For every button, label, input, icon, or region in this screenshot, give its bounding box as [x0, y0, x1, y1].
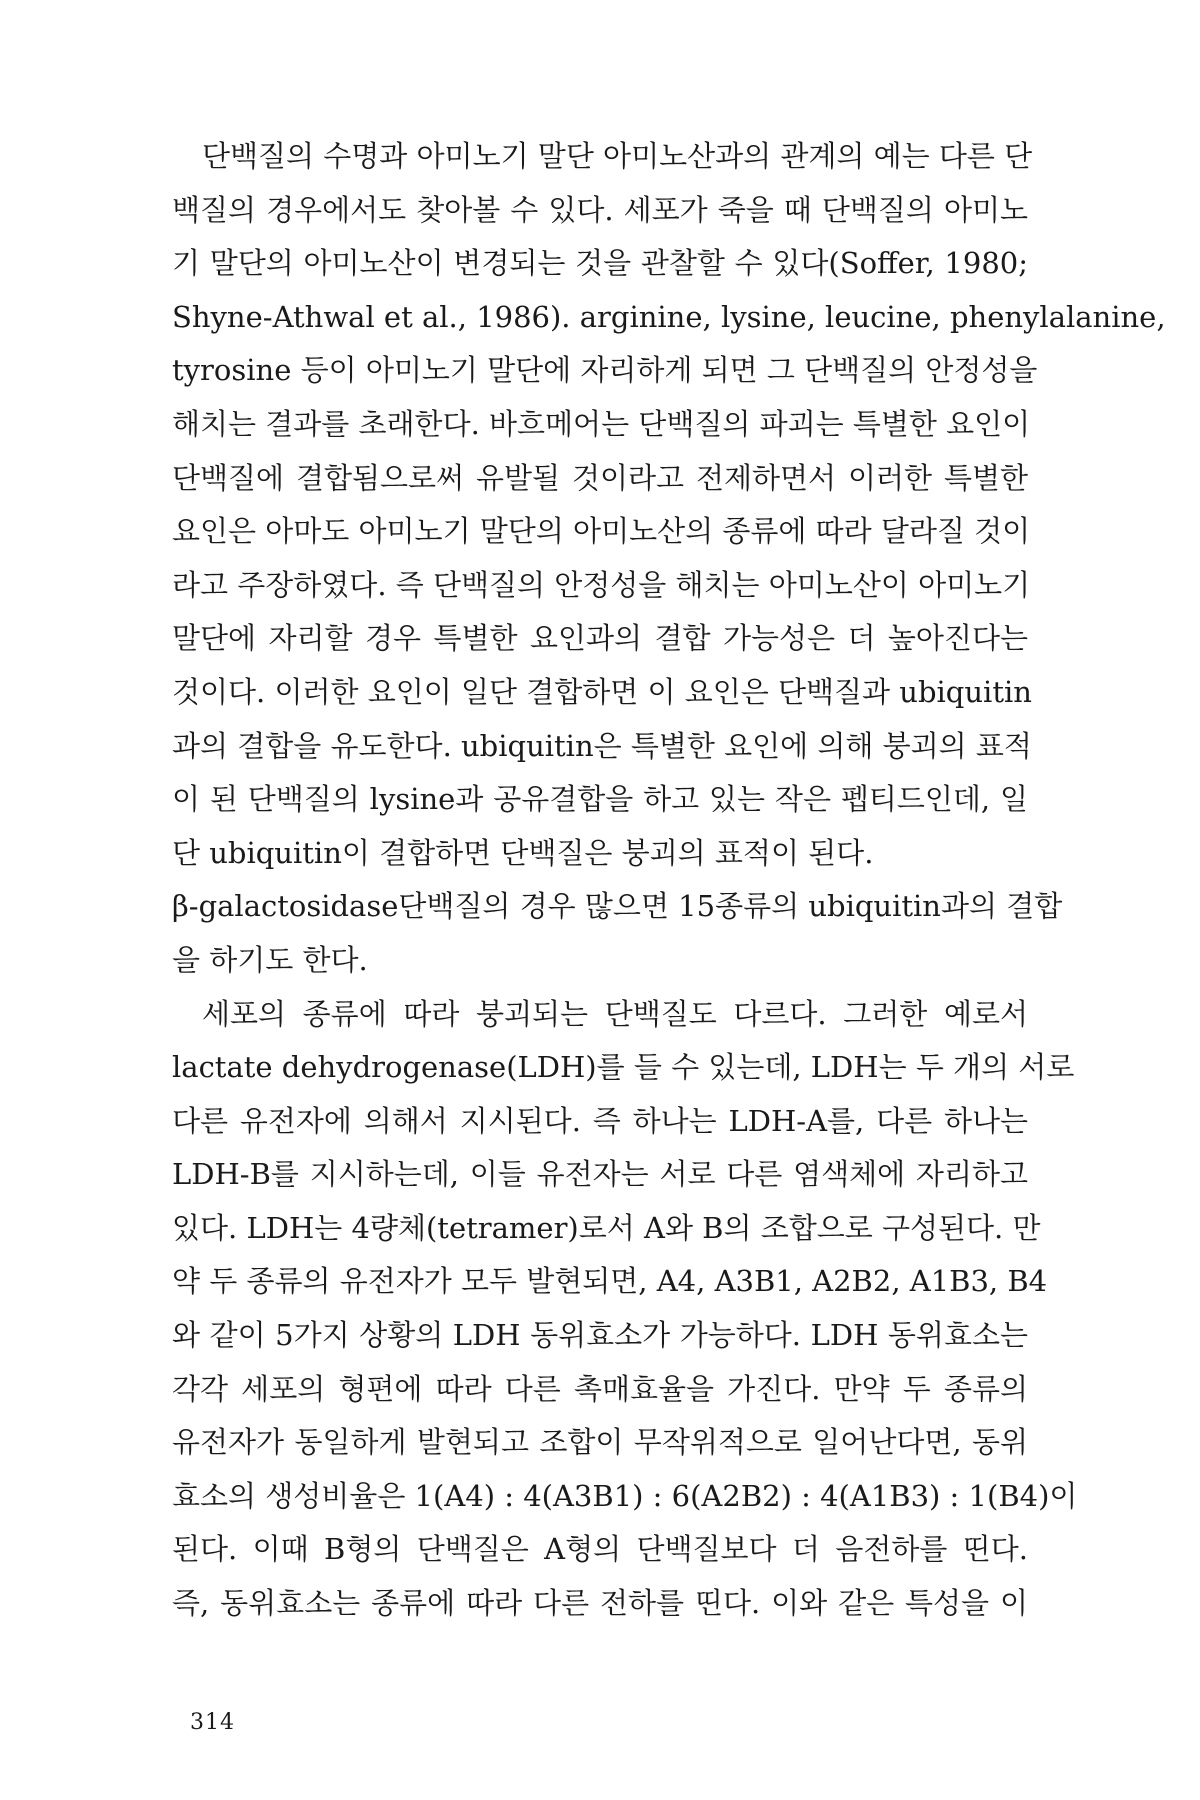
text-line: tyrosine 등이 아미노기 말단에 자리하게 되면 그 단백질의 안정성을: [172, 353, 1038, 388]
text-line: 백질의 경우에서도 찾아볼 수 있다. 세포가 죽을 때 단백질의 아미노: [172, 192, 1028, 227]
text-line: 약 두 종류의 유전자가 모두 발현되면, A4, A3B1, A2B2, A1B3, B4: [172, 1264, 1048, 1299]
text-line: 것이다. 이러한 요인이 일단 결합하면 이 요인은 단백질과 ubiquitin: [172, 674, 1032, 709]
text-line: 말단에 자리할 경우 특별한 요인과의 결합 가능성은 더 높아진다는: [172, 621, 1028, 656]
text-line: 단 ubiquitin이 결합하면 단백질은 붕괴의 표적이 된다.: [172, 835, 874, 870]
text-line: 기 말단의 아미노산이 변경되는 것을 관찰할 수 있다(Soffer, 1980;: [172, 246, 1028, 281]
text-line: 과의 결합을 유도한다. ubiquitin은 특별한 요인에 의해 붕괴의 표적: [172, 728, 1032, 763]
text-line: 효소의 생성비율은 1(A4) : 4(A3B1) : 6(A2B2) : 4(A1B3) : 1(B4)이: [172, 1478, 1078, 1513]
text-line: 라고 주장하였다. 즉 단백질의 안정성을 해치는 아미노산이 아미노기: [172, 567, 1031, 602]
text-line: 세포의 종류에 따라 붕괴되는 단백질도 다르다. 그러한 예로서: [202, 996, 1028, 1031]
text-line: lactate dehydrogenase(LDH)를 들 수 있는데, LDH는 두 개의 서로: [172, 1050, 1075, 1085]
text-line: 즉, 동위효소는 종류에 따라 다른 전하를 띤다. 이와 같은 특성을 이: [172, 1586, 1028, 1621]
text-line: 이 된 단백질의 lysine과 공유결합을 하고 있는 작은 펩티드인데, 일: [172, 782, 1028, 817]
text-line: 유전자가 동일하게 발현되고 조합이 무작위적으로 일어난다면, 동위: [172, 1425, 1028, 1460]
text-line: β-galactosidase단백질의 경우 많으면 15종류의 ubiquitin과의 결합: [172, 889, 1063, 924]
text-line: 을 하기도 한다.: [172, 942, 368, 977]
text-line: LDH-B를 지시하는데, 이들 유전자는 서로 다른 염색체에 자리하고: [172, 1157, 1028, 1192]
body-text: [172, 130, 1166, 1631]
text-line: 각각 세포의 형편에 따라 다른 촉매효율을 가진다. 만약 두 종류의: [172, 1371, 1028, 1406]
text-line: 와 같이 5가지 상황의 LDH 동위효소가 가능하다. LDH 동위효소는: [172, 1318, 1028, 1353]
text-line: 해치는 결과를 초래한다. 바흐메어는 단백질의 파괴는 특별한 요인이: [172, 406, 1031, 441]
text-line: 단백질의 수명과 아미노기 말단 아미노산과의 관계의 예는 다른 단: [202, 139, 1033, 173]
text-line: 요인은 아마도 아미노기 말단의 아미노산의 종류에 따라 달라질 것이: [172, 514, 1031, 549]
text-line: 있다. LDH는 4량체(tetramer)로서 A와 B의 조합으로 구성된다. 만: [172, 1210, 1041, 1245]
text-line: 된다. 이때 B형의 단백질은 A형의 단백질보다 더 음전하를 띤다.: [172, 1532, 1028, 1567]
text-line: 다른 유전자에 의해서 지시된다. 즉 하나는 LDH-A를, 다른 하나는: [172, 1103, 1028, 1138]
page-number: 314: [190, 1710, 235, 1735]
text-line: 단백질에 결합됨으로써 유발될 것이라고 전제하면서 이러한 특별한: [172, 460, 1028, 495]
text-line: Shyne-Athwal et al., 1986). arginine, lysine, leucine, phenylalanine,: [172, 299, 1166, 334]
